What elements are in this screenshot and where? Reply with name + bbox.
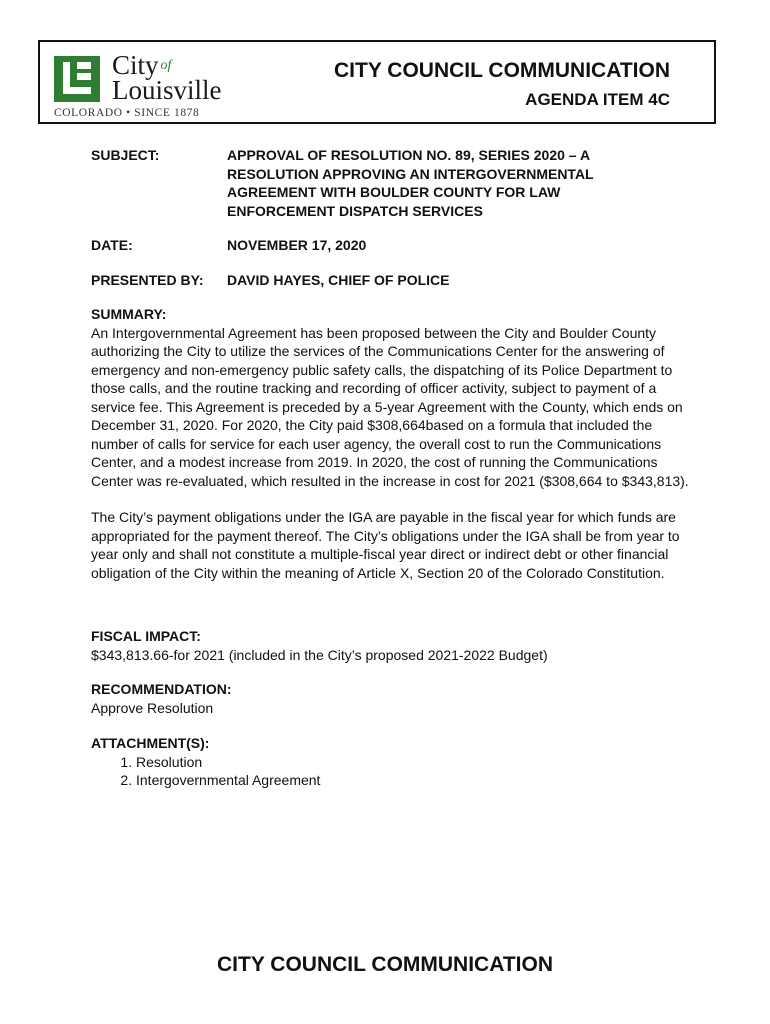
city-logo — [54, 50, 254, 120]
fiscal-impact-section — [91, 627, 691, 664]
logo-of-text: of — [160, 58, 172, 73]
summary-section — [91, 305, 691, 582]
city-logo-mark-icon — [54, 56, 100, 102]
summary-paragraph-1: An Intergovernmental Agreement has been proposed between the City and Boulder County authorizing the City to utilize the services of the Communications Center for the answering of emergency and non-emergency public safety calls, the dispatching of its Police Department to those calls, and the routine tracking and recording of officer activity, subject to payment of a service fee. This Agreement is preceded by a 5-year Agreement with the County, which ends on December 31, 2020. For 2020, the City paid $308,664based on a formula that included the number of calls for service for each user agency, the overall cost to run the Communications Center, and a modest increase from 2019. In 2020, the cost of running the Communications Center was re-evaluated, which resulted in the increase in cost for 2021 ($308,664 to $343,813). — [91, 324, 689, 489]
date-label: DATE: — [91, 237, 133, 253]
subject-label: SUBJECT: — [91, 147, 160, 163]
presented-by-value: DAVID HAYES, CHIEF OF POLICE — [227, 272, 450, 288]
recommendation-section — [91, 680, 691, 717]
footer-title: CITY COUNCIL COMMUNICATION — [217, 953, 553, 976]
summary-paragraph-2: The City’s payment obligations under the IGA are payable in the fiscal year for which funds are appropriated for the payment thereof. The City’s obligations under the IGA shall be from year to year only and shall not constitute a multiple-fiscal year direct or indirect debt or other financial obligation of the City within the meaning of Article X, Section 20 of the Colorado Constitution. — [91, 509, 680, 581]
attachment-item: 1. Resolution — [136, 753, 691, 772]
fiscal-impact-text: $343,813.66-for 2021 (included in the City’s proposed 2021-2022 Budget) — [91, 646, 548, 663]
document-title: CITY COUNCIL COMMUNICATION — [334, 59, 670, 82]
recommendation-text: Approve Resolution — [91, 699, 214, 716]
attachments-section — [91, 734, 691, 790]
subject-value: APPROVAL OF RESOLUTION NO. 89, SERIES 2020 – A RESOLUTION APPROVING AN INTERGOVERNMENTAL AGREEMENT WITH BOULDER COUNTY FOR LAW ENFORCEMENT DISPATCH SERVICES — [227, 147, 594, 219]
date-value: NOVEMBER 17, 2020 — [227, 237, 367, 253]
logo-tagline: COLORADO • SINCE 1878 — [54, 107, 200, 119]
attachments-list — [91, 753, 691, 790]
logo-louisville-text: Louisville — [112, 75, 222, 105]
logo-city-text: City of — [112, 50, 172, 80]
attachment-item: 2. Intergovernmental Agreement — [136, 771, 691, 790]
agenda-item-label: AGENDA ITEM 4C — [525, 90, 670, 109]
presented-by-label: PRESENTED BY: — [91, 272, 204, 288]
recommendation-heading: RECOMMENDATION: — [91, 681, 232, 697]
attachments-heading: ATTACHMENT(S): — [91, 735, 210, 751]
fiscal-impact-heading: FISCAL IMPACT: — [91, 628, 201, 644]
summary-heading: SUMMARY: — [91, 306, 167, 322]
header-box — [38, 40, 716, 124]
